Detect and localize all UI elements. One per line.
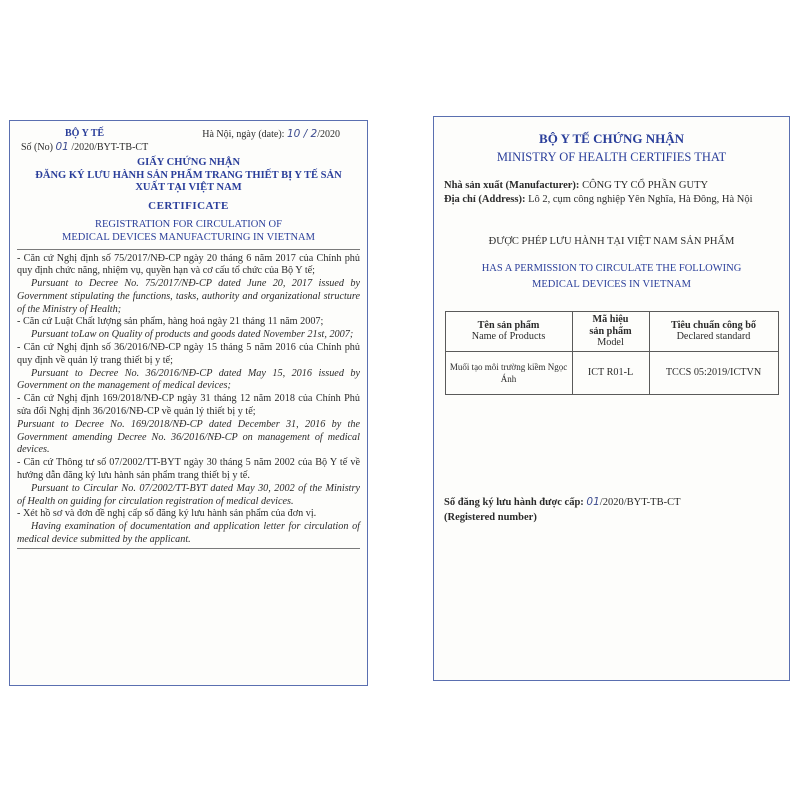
number-suffix: /2020/BYT-TB-CT — [71, 142, 149, 153]
title-vn-line-1: GIẤY CHỨNG NHẬN — [136, 157, 241, 168]
certificate-right-page — [433, 116, 790, 681]
paragraph: - Căn cứ Nghị định số 36/2016/NĐ-CP ngày 15 tháng 5 năm 2016 của Chính phủ quy định về quản lý trang thiết bị y tế; — [17, 342, 360, 366]
registration-english: (Registered number) — [444, 511, 537, 523]
address-label: Địa chỉ (Address): — [444, 193, 526, 205]
table-header-row — [445, 312, 778, 352]
title-vietnamese — [17, 157, 360, 195]
manufacturer-label: Nhà sản xuất (Manufacturer): — [444, 180, 580, 191]
address-row — [444, 193, 781, 207]
registration-row — [444, 495, 781, 510]
header-row — [17, 128, 360, 140]
header-label: Name of Products — [471, 331, 546, 343]
registration-suffix: /2020/BYT-TB-CT — [599, 496, 681, 508]
number-label: Số (No) — [21, 142, 53, 153]
number-handwritten: 01 — [55, 141, 69, 153]
registration-number — [442, 495, 781, 525]
paragraph: Pursuant to Decree No. 36/2016/NĐ-CP dated May 15, 2016 issued by Government on the management of medical devices; — [17, 367, 360, 392]
paragraph: - Căn cứ Nghị định 169/2018/NĐ-CP ngày 31 tháng 12 năm 2018 của Chính Phủ sửa đổi Nghị định 36/2016/NĐ-CP về quản lý thiết bị y tế; — [17, 393, 360, 418]
cell-product-name: Muối tạo môi trường kiềm Ngọc Ánh — [445, 351, 572, 394]
paragraph: Pursuant to Decree No. 75/2017/NĐ-CP dated June 20, 2017 issued by Government stipulating the functions, tasks, authority and organizational structure of the Ministry of Health; — [17, 278, 360, 315]
subtitle-line-2: MEDICAL DEVICES MANUFACTURING IN VIETNAM — [62, 231, 315, 243]
header-label: Mã hiệu — [592, 314, 629, 325]
header-label: Tên sản phẩm — [477, 319, 540, 331]
address-value: Lô 2, cụm công nghiệp Yên Nghĩa, Hà Đông, Hà Nội — [528, 193, 753, 205]
date-year: /2020 — [317, 129, 340, 140]
paragraph: Pursuant to Circular No. 07/2002/TT-BYT dated May 30, 2002 of the Ministry of Health on guiding for circulation registration of medical devices. — [17, 482, 360, 507]
title-vn-line-2: ĐĂNG KÝ LƯU HÀNH SẢN PHẨM TRANG THIẾT BỊ Y TẾ SẢN XUẤT TẠI VIỆT NAM — [35, 169, 342, 193]
paragraph: Pursuant to Decree No. 169/2018/NĐ-CP dated December 31, 2016 by the Government amending Decree No. 36/2016/NĐ-CP on management of medical devices. — [17, 418, 360, 456]
subtitle-line-1: REGISTRATION FOR CIRCULATION OF — [95, 218, 282, 230]
registration-handwritten: 01 — [586, 495, 600, 508]
header-label: Tiêu chuẩn công bố — [670, 319, 757, 331]
document-number — [17, 141, 360, 153]
divider — [17, 249, 360, 250]
paragraph: Pursuant toLaw on Quality of products and goods dated November 21st, 2007; — [31, 329, 354, 341]
manufacturer-value: CÔNG TY CỔ PHẦN GUTY — [582, 180, 709, 191]
date-label: Hà Nội, ngày (date): — [202, 129, 285, 140]
right-title-english: MINISTRY OF HEALTH CERTIFIES THAT — [496, 150, 727, 164]
issuing-org: BỘ Y TẾ — [65, 128, 105, 139]
paragraph: - Căn cứ Thông tư số 07/2002/TT-BYT ngày 30 tháng 5 năm 2002 của Bộ Y tế về hướng dẫn đăng ký lưu hành sản phẩm trang thiết bị y tế. — [17, 457, 360, 482]
header-label: sản phẩm — [589, 325, 632, 337]
permit-en-line-1: HAS A PERMISSION TO CIRCULATE THE FOLLOWING — [481, 263, 742, 274]
subtitle-english — [17, 218, 360, 244]
product-table — [445, 311, 779, 395]
header-product-name — [445, 312, 572, 352]
permit-en-line-2: MEDICAL DEVICES IN VIETNAM — [532, 279, 691, 290]
issue-date — [202, 128, 340, 140]
permit-english — [442, 261, 781, 293]
manufacturer-row — [444, 179, 781, 193]
certificate-left-page — [9, 120, 368, 686]
manufacturer-info — [442, 179, 781, 206]
header-model — [572, 312, 649, 352]
registration-label: Số đăng ký lưu hành được cấp: — [444, 496, 584, 508]
paragraph: - Căn cứ Luật Chất lượng sản phẩm, hàng hoá ngày 21 tháng 11 năm 2007; — [17, 316, 324, 328]
paragraph: - Căn cứ Nghị định số 75/2017/NĐ-CP ngày 20 tháng 6 năm 2017 của Chính phủ quy định chức năng, nhiệm vụ, quyền hạn và cơ cấu tổ chức của Bộ Y tế; — [17, 252, 360, 277]
permit-vietnamese: ĐƯỢC PHÉP LƯU HÀNH TẠI VIỆT NAM SẢN PHẨM — [488, 236, 735, 247]
paragraph: Having examination of documentation and application letter for circulation of medical device submitted by the applicant. — [17, 521, 360, 549]
header-label: Model — [597, 337, 624, 348]
table-row — [445, 351, 778, 394]
header-label: Declared standard — [676, 331, 751, 343]
date-handwritten: 10 / 2 — [286, 128, 318, 140]
cell-standard: TCCS 05:2019/ICTVN — [649, 351, 778, 394]
title-english: CERTIFICATE — [148, 199, 229, 212]
paragraph: - Xét hồ sơ và đơn đề nghị cấp số đăng ký lưu hành sản phẩm của đơn vị. — [17, 508, 317, 520]
right-title-vietnamese: BỘ Y TẾ CHỨNG NHẬN — [539, 131, 684, 146]
header-standard — [649, 312, 778, 352]
legal-basis — [17, 253, 360, 549]
cell-model: ICT R01-L — [572, 351, 649, 394]
